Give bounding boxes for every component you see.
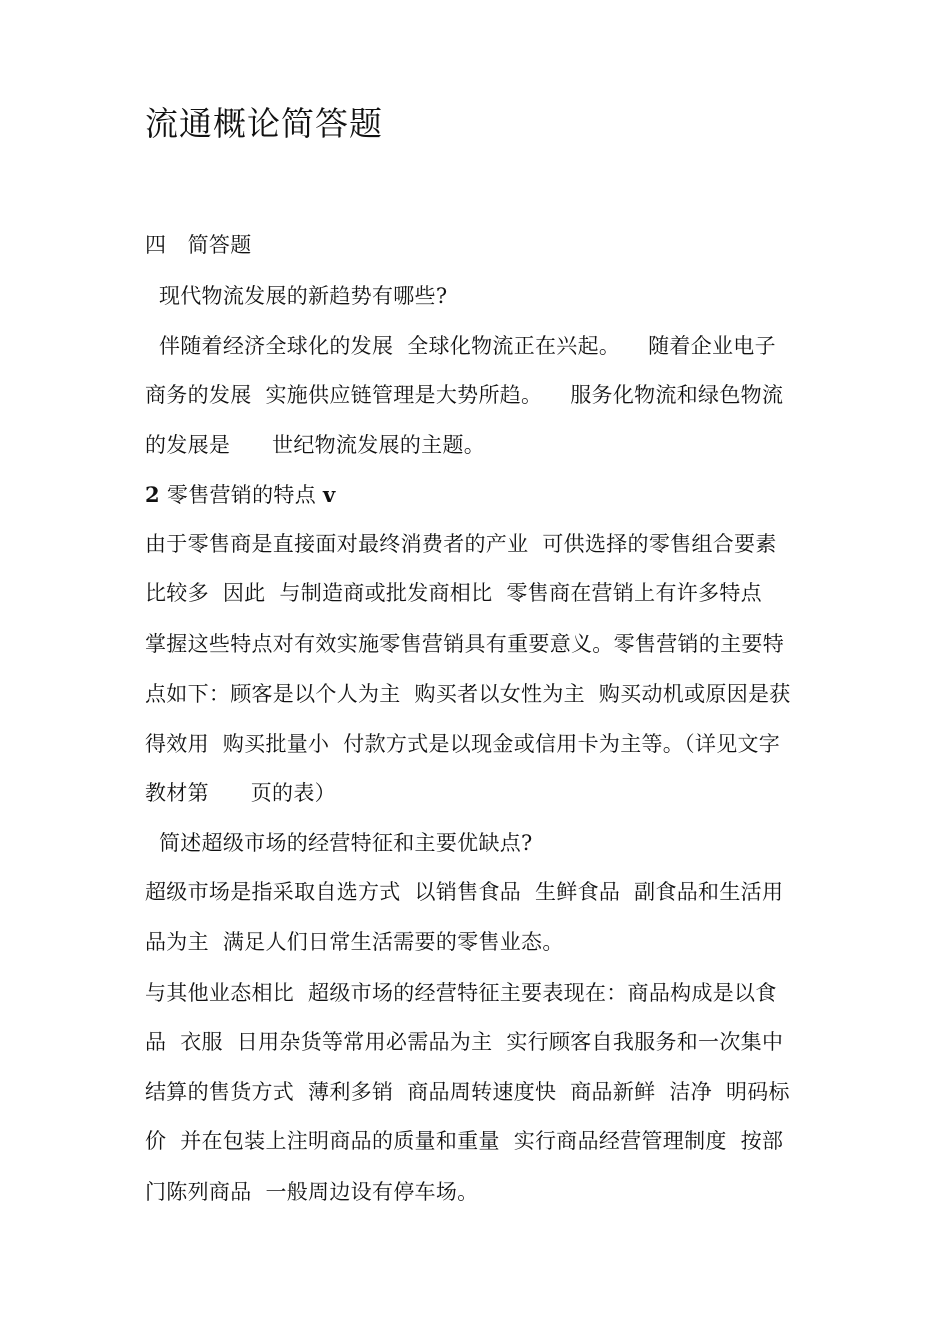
answer-2-line-5: 得效用 购买批量小 付款方式是以现金或信用卡为主等。（详见文字 xyxy=(145,732,781,756)
document-title: 流通概论简答题 xyxy=(145,104,383,143)
answer-3-line-1: 超级市场是指采取自选方式 以销售食品 生鲜食品 副食品和生活用 xyxy=(145,880,784,904)
answer-3-line-5: 结算的售货方式 薄利多销 商品周转速度快 商品新鲜 洁净 明码标 xyxy=(145,1080,790,1104)
answer-2-line-4: 点如下：顾客是以个人为主 购买者以女性为主 购买动机或原因是获 xyxy=(145,682,791,706)
question-2-text: 零售营销的特点 xyxy=(159,483,323,507)
answer-2-line-3: 掌握这些特点对有效实施零售营销具有重要意义。零售营销的主要特 xyxy=(145,632,784,656)
answer-2-line-6: 教材第 页的表） xyxy=(145,781,336,805)
question-2-number: 2 xyxy=(145,482,160,507)
question-2 xyxy=(145,482,336,508)
answer-3-line-7: 门陈列商品 一般周边设有停车场。 xyxy=(145,1180,479,1204)
answer-1-line-1: 伴随着经济全球化的发展 全球化物流正在兴起。 随着企业电子 xyxy=(145,334,776,358)
answer-3-line-2: 品为主 满足人们日常生活需要的零售业态。 xyxy=(145,930,564,954)
answer-1-line-3: 的发展是 世纪物流发展的主题。 xyxy=(145,433,486,457)
answer-2-line-1: 由于零售商是直接面对最终消费者的产业 可供选择的零售组合要素 xyxy=(145,532,777,556)
answer-1-line-2: 商务的发展 实施供应链管理是大势所趋。 服务化物流和绿色物流 xyxy=(145,383,784,407)
question-1: 现代物流发展的新趋势有哪些? xyxy=(145,284,448,308)
question-3: 简述超级市场的经营特征和主要优缺点? xyxy=(145,831,533,855)
answer-3-line-6: 价 并在包装上注明商品的质量和重量 实行商品经营管理制度 按部 xyxy=(145,1129,784,1153)
question-2-suffix: v xyxy=(322,482,336,507)
section-heading: 四 简答题 xyxy=(145,233,252,257)
answer-3-line-4: 品 衣服 日用杂货等常用必需品为主 实行顾客自我服务和一次集中 xyxy=(145,1030,784,1054)
answer-3-line-3: 与其他业态相比 超级市场的经营特征主要表现在：商品构成是以食 xyxy=(145,981,777,1005)
answer-2-line-2: 比较多 因此 与制造商或批发商相比 零售商在营销上有许多特点 xyxy=(145,581,762,605)
